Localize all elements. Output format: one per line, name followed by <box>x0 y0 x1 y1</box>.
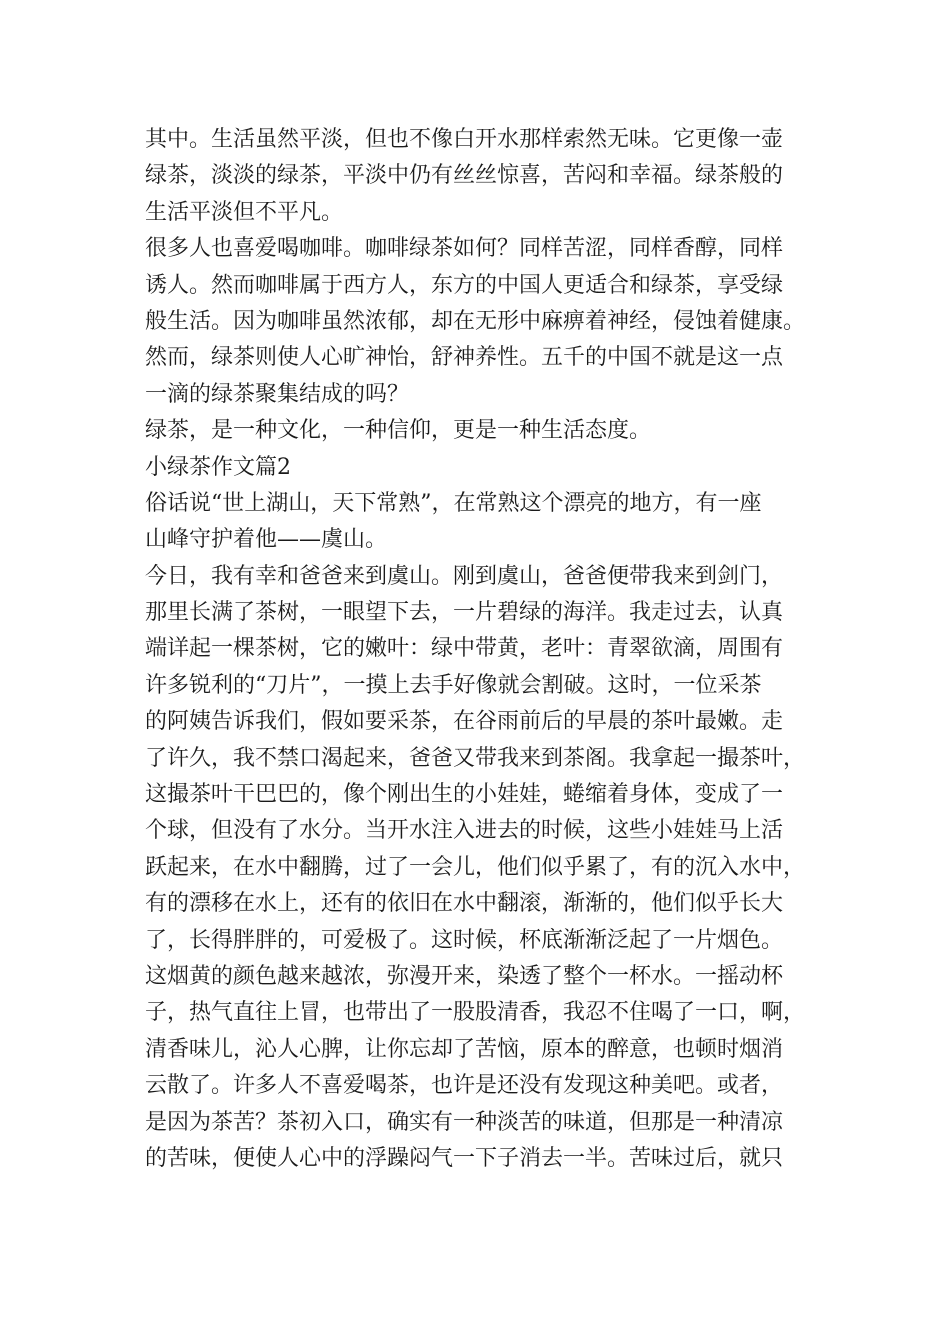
text-line: 个球，但没有了水分。当开水注入进去的时候，这些小娃娃马上活 <box>145 818 784 844</box>
text-line: 俗话说“世上湖山，天下常熟”，在常熟这个漂亮的地方，有一座 <box>145 490 762 516</box>
text-line: 山峰守护着他——虞山。 <box>145 527 388 553</box>
text-line: 清香味儿，沁人心脾，让你忘却了苦恼，原本的醉意，也顿时烟消 <box>145 1036 784 1062</box>
text-line: 这烟黄的颜色越来越浓，弥漫开来，染透了整个一杯水。一摇动杯 <box>145 963 784 989</box>
body-text <box>145 122 835 1177</box>
text-line: 那里长满了茶树，一眼望下去，一片碧绿的海洋。我走过去，认真 <box>145 600 784 626</box>
text-line: 是因为茶苦？茶初入口，确实有一种淡苦的味道，但那是一种清凉 <box>145 1109 784 1135</box>
text-line: 很多人也喜爱喝咖啡。咖啡绿茶如何？同样苦涩，同样香醇，同样 <box>145 236 784 262</box>
text-line: 跃起来，在水中翻腾，过了一会儿，他们似乎累了，有的沉入水中， <box>145 854 806 880</box>
text-line: 云散了。许多人不喜爱喝茶，也许是还没有发现这种美吧。或者， <box>145 1073 784 1099</box>
text-line: 绿茶，是一种文化，一种信仰，更是一种生活态度。 <box>145 418 652 444</box>
text-line: 的阿姨告诉我们，假如要采茶，在谷雨前后的早晨的茶叶最嫩。走 <box>145 709 784 735</box>
text-line: 诱人。然而咖啡属于西方人，东方的中国人更适合和绿茶，享受绿 <box>145 272 784 298</box>
text-line: 这撮茶叶干巴巴的，像个刚出生的小娃娃，蜷缩着身体，变成了一 <box>145 782 784 808</box>
text-line: 端详起一棵茶树，它的嫩叶：绿中带黄，老叶：青翠欲滴，周围有 <box>145 636 784 662</box>
text-line: 了许久，我不禁口渴起来，爸爸又带我来到茶阁。我拿起一撮茶叶， <box>145 745 806 771</box>
text-line: 的苦味，便使人心中的浮躁闷气一下子消去一半。苦味过后，就只 <box>145 1145 784 1171</box>
text-line: 绿茶，淡淡的绿茶，平淡中仍有丝丝惊喜，苦闷和幸福。绿茶般的 <box>145 163 784 189</box>
text-line: 然而，绿茶则使人心旷神怡，舒神养性。五千的中国不就是这一点 <box>145 345 784 371</box>
text-line: 了，长得胖胖的，可爱极了。这时候，杯底渐渐泛起了一片烟色。 <box>145 927 784 953</box>
section-heading: 小绿茶作文篇2 <box>145 454 291 480</box>
text-line: 今日，我有幸和爸爸来到虞山。刚到虞山，爸爸便带我来到剑门， <box>145 563 784 589</box>
text-line: 子，热气直往上冒，也带出了一股股清香，我忍不住喝了一口，啊， <box>145 1000 806 1026</box>
text-line: 生活平淡但不平凡。 <box>145 199 344 225</box>
text-line: 般生活。因为咖啡虽然浓郁，却在无形中麻痹着神经，侵蚀着健康。 <box>145 308 806 334</box>
text-line: 有的漂移在水上，还有的依旧在水中翻滚，渐渐的，他们似乎长大 <box>145 891 784 917</box>
text-line: 其中。生活虽然平淡，但也不像白开水那样索然无味。它更像一壶 <box>145 127 784 152</box>
text-line: 许多锐利的“刀片”，一摸上去手好像就会割破。这时，一位采茶 <box>145 672 762 698</box>
text-line: 一滴的绿茶聚集结成的吗？ <box>145 381 410 407</box>
